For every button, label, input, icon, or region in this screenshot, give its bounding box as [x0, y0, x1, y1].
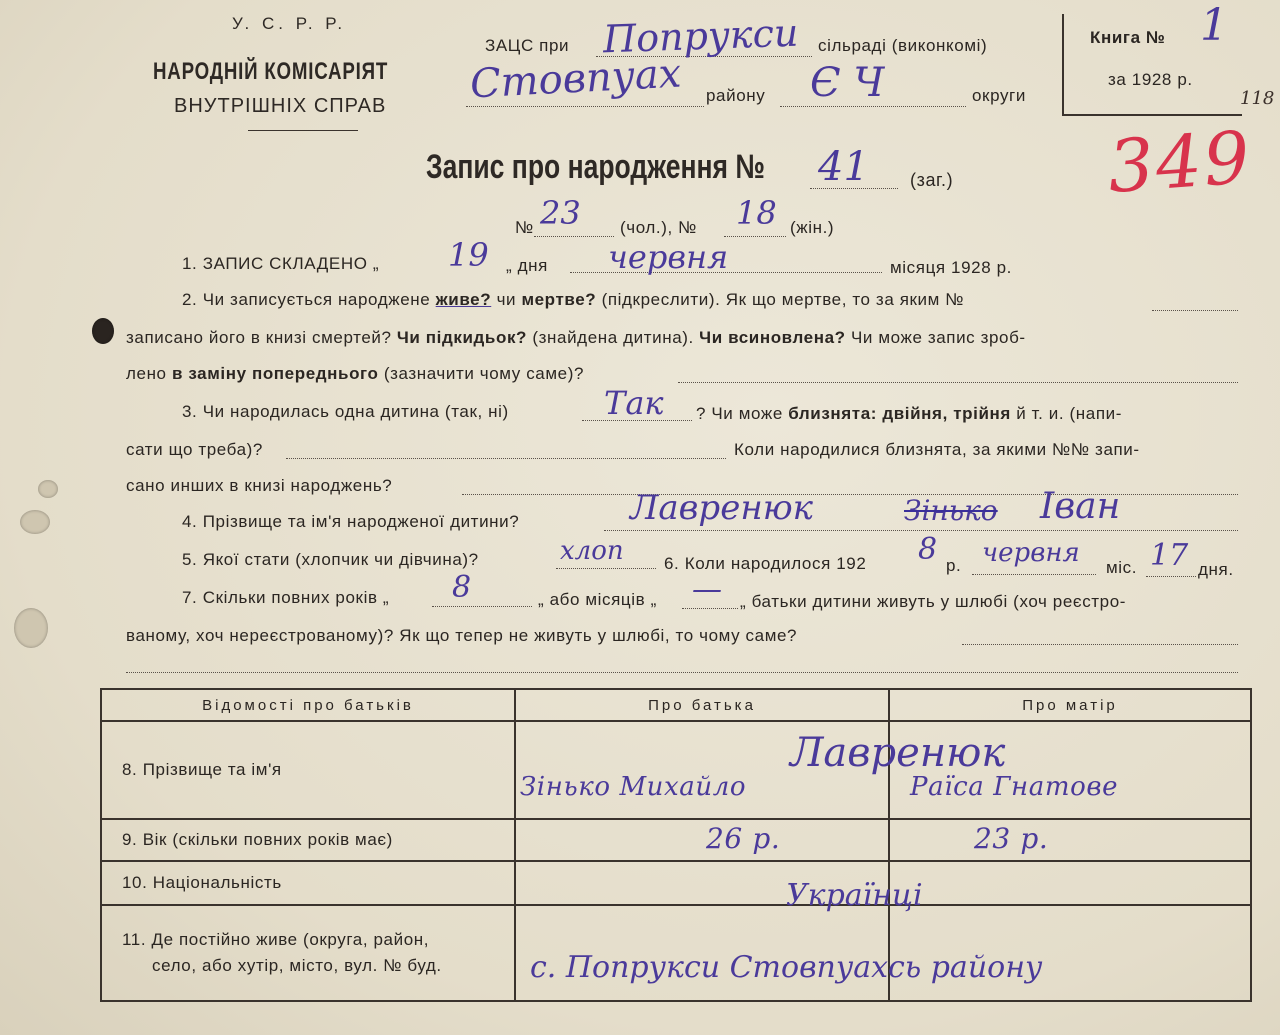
item6-month-line	[972, 574, 1096, 575]
item1-label: 1. ЗАПИС СКЛАДЕНО „	[182, 254, 380, 273]
row-label	[101, 905, 515, 1001]
item3-text3: й т. и. (напи-	[1016, 404, 1122, 423]
mother-age: 23 р.	[974, 822, 1049, 855]
punch-hole	[92, 318, 114, 344]
item5-text: 5. Якої стати (хлопчик чи дівчина)?	[182, 550, 479, 569]
mother-cell	[889, 861, 1251, 905]
item4-name: Іван	[1040, 486, 1121, 527]
table-header-cell: Про матір	[889, 689, 1251, 721]
residence-handwriting: с. Попрукси Стовпуахсь району	[530, 950, 1043, 985]
item1-dnya: „ дня	[506, 256, 548, 275]
item1-year: місяця 1928 р.	[890, 258, 1012, 277]
item2-text5: Чи може запис зроб-	[850, 328, 1026, 347]
district-line	[466, 106, 704, 107]
zag-label: (заг.)	[910, 170, 954, 190]
item2-text2: (підкреслити). Як що мертве, то за яким №	[601, 290, 965, 309]
item2-alive: живе?	[435, 290, 492, 309]
item2-chy: чи	[496, 290, 517, 309]
okrug-line	[780, 106, 966, 107]
item7-years: 8	[452, 570, 472, 605]
ministry-label: ВНУТРІШНІХ СПРАВ	[174, 95, 387, 117]
paper-damage	[38, 480, 58, 498]
commissariat-label: НАРОДНІЙ КОМІСАРІЯТ	[153, 58, 389, 85]
item4-struck-name: Зінько	[904, 494, 998, 527]
item3-line3	[462, 494, 1238, 495]
table-row	[101, 721, 1251, 819]
item6-text: 6. Коли народилося 192	[664, 554, 867, 573]
item2-text3: записано його в книзі смертей?	[126, 328, 392, 347]
row-label-line1: 11. Де постійно живе (округа, район,	[122, 930, 430, 949]
father-age: 26 р.	[706, 822, 781, 855]
item7-line2	[962, 644, 1238, 645]
item6-year: 8	[918, 532, 938, 567]
item2-replacement: в заміну попереднього	[171, 364, 379, 383]
village-handwriting: Попрукси	[602, 10, 800, 62]
item2-text6: лено	[126, 364, 167, 383]
item1-day: 19	[448, 236, 489, 274]
item3-text4: сати що треба)?	[126, 440, 263, 459]
record-num-handwriting: 41	[818, 144, 869, 190]
item6-day: 17	[1150, 538, 1189, 573]
book-label: Книга №	[1090, 28, 1166, 47]
item3-handwriting: Так	[604, 384, 664, 422]
item6-month: червня	[982, 538, 1080, 568]
item3-text6: сано инших в книзі народжень?	[126, 476, 393, 495]
item3-twins: близнята: двійня, трійня	[788, 404, 1011, 423]
row-label: 10. Національність	[101, 861, 515, 905]
table-header-cell: Про батька	[515, 689, 889, 721]
item6-dnya: дня.	[1198, 560, 1234, 579]
item7-text: 7. Скільки повних років „	[182, 588, 390, 607]
paper-damage	[14, 608, 48, 648]
chol-line	[534, 236, 614, 237]
item7-text2: „ або місяців „	[538, 590, 657, 609]
item5-line	[556, 568, 656, 569]
item2-line2	[126, 328, 1026, 348]
item7-text3: „ батьки дитини живуть у шлюбі (хоч реєстро-	[740, 592, 1127, 611]
record-title: Запис про народження №	[426, 148, 765, 186]
row-label-line2: село, або хутір, місто, вул. № буд.	[152, 956, 442, 975]
item7-text4: ваному, хоч нереєстрованому)? Як що тепер не живуть у шлюбі, то чому саме?	[126, 626, 798, 645]
table-row	[101, 861, 1251, 905]
item5-handwriting: хлоп	[560, 536, 624, 566]
item2-line1	[182, 290, 964, 310]
chol-no-label: №	[515, 218, 534, 237]
father-cell	[515, 819, 889, 861]
item2-dead: мертве?	[521, 290, 597, 309]
item3-line1b	[696, 404, 1122, 424]
okrug-handwriting: Є Ч	[810, 60, 885, 106]
rayonu-label: району	[706, 86, 766, 105]
nationality-handwriting: Українці	[786, 878, 923, 913]
item7-line3	[126, 672, 1238, 673]
margin-number: 118	[1240, 88, 1275, 109]
item2-text4: (знайдена дитина).	[532, 328, 694, 347]
item7-months-line	[682, 608, 738, 609]
item6-r: р.	[946, 556, 962, 575]
chol-label: (чол.), №	[620, 218, 697, 237]
item1-month: червня	[608, 238, 729, 276]
okrugy-label: округи	[972, 86, 1026, 105]
table-row	[101, 819, 1251, 861]
chol-handwriting: 23	[540, 194, 581, 232]
zhin-label: (жін.)	[790, 218, 835, 237]
mother-cell	[889, 819, 1251, 861]
header-divider	[248, 130, 358, 131]
item2-line3-fill	[678, 382, 1238, 383]
table-header-row	[101, 689, 1251, 721]
item4-line	[604, 530, 1238, 531]
table-header-cell: Відомості про батьків	[101, 689, 515, 721]
silradi-label: сільраді (виконкомі)	[818, 36, 988, 55]
zhin-line	[724, 236, 786, 237]
item2-adopted: Чи всиновлена?	[699, 328, 846, 347]
father-name: Зінько Михайло	[520, 772, 747, 802]
item4-text: 4. Прізвище та ім'я народженої дитини?	[182, 512, 520, 531]
row-label: 8. Прізвище та ім'я	[101, 721, 515, 819]
row-label: 9. Вік (скільки повних років має)	[101, 819, 515, 861]
item6-day-line	[1146, 576, 1196, 577]
zags-label: ЗАЦС при	[485, 36, 570, 55]
item7-months: —	[692, 572, 722, 607]
item3-text5: Коли народилися близнята, за якими №№ запи-	[734, 440, 1140, 459]
book-number-handwriting: 1	[1200, 0, 1228, 51]
item7-years-line	[432, 606, 532, 607]
paper-damage	[20, 510, 50, 534]
item2-foundling: Чи підкидьок?	[396, 328, 528, 347]
item3-text: 3. Чи народилась одна дитина (так, ні)	[182, 402, 509, 421]
item2-line3	[126, 364, 584, 384]
district-handwriting: Стовпуах	[468, 50, 683, 108]
mother-name: Раїса Гнатове	[910, 772, 1119, 802]
item2-text: 2. Чи записується народжене	[182, 290, 431, 309]
item4-surname: Лавренюк	[630, 488, 813, 528]
ussr-label: У. С. Р. Р.	[232, 14, 347, 33]
book-year: за 1928 р.	[1108, 70, 1193, 89]
zhin-handwriting: 18	[736, 194, 777, 232]
red-stamp-number: 349	[1105, 115, 1255, 209]
item2-text7: (зазначити чому саме)?	[383, 364, 585, 383]
shared-surname: Лавренюк	[790, 730, 1006, 776]
item2-line1-fill	[1152, 310, 1238, 311]
item3-line2	[286, 458, 726, 459]
item3-text2: ? Чи може	[696, 404, 783, 423]
item6-mis: міс.	[1106, 558, 1138, 577]
